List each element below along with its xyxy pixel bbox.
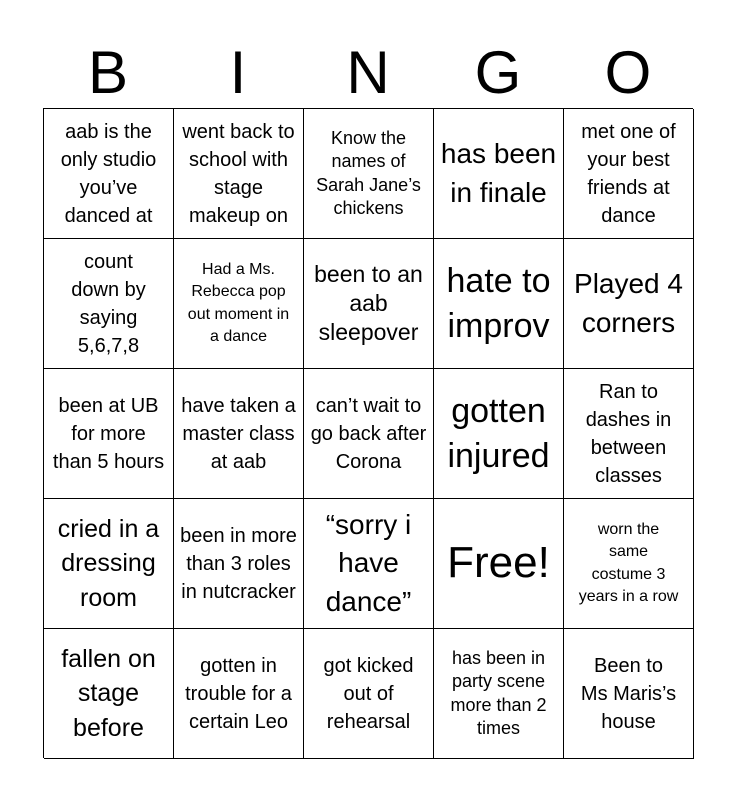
header-letter-o: O bbox=[604, 39, 652, 106]
header-letter-g: G bbox=[474, 39, 522, 106]
bingo-cell-5[interactable] bbox=[564, 109, 694, 239]
bingo-cell-text: worn the same costume 3 years in a row bbox=[578, 520, 679, 605]
bingo-cell-text: Know the names of Sarah Jane’s chickens bbox=[316, 127, 421, 218]
bingo-cell-25[interactable] bbox=[564, 629, 694, 759]
bingo-header bbox=[43, 38, 693, 108]
bingo-cell-text: gotten in trouble for a certain Leo bbox=[185, 654, 292, 733]
bingo-cell-text: have taken a master class at aab bbox=[181, 394, 296, 473]
bingo-cell-text: Played 4 corners bbox=[574, 267, 683, 338]
bingo-cell-text: count down by saying 5,6,7,8 bbox=[71, 250, 146, 357]
bingo-cell-14[interactable] bbox=[434, 369, 564, 499]
bingo-cell-1[interactable] bbox=[44, 109, 174, 239]
bingo-cell-16[interactable] bbox=[44, 499, 174, 629]
bingo-cell-3[interactable] bbox=[304, 109, 434, 239]
bingo-cell-13[interactable] bbox=[304, 369, 434, 499]
bingo-cell-18[interactable] bbox=[304, 499, 434, 629]
bingo-cell-text: has been in party scene more than 2 times bbox=[450, 647, 547, 738]
bingo-cell-10[interactable] bbox=[564, 239, 694, 369]
bingo-cell-11[interactable] bbox=[44, 369, 174, 499]
bingo-cell-text: “sorry i have dance” bbox=[325, 508, 412, 617]
bingo-cell-12[interactable] bbox=[174, 369, 304, 499]
bingo-cell-text: went back to school with stage makeup on bbox=[182, 120, 295, 227]
bingo-cell-text: aab is the only studio you’ve danced at bbox=[60, 120, 157, 227]
bingo-cell-text: met one of your best friends at dance bbox=[581, 120, 676, 227]
bingo-cell-15[interactable] bbox=[564, 369, 694, 499]
bingo-cell-21[interactable] bbox=[44, 629, 174, 759]
bingo-board bbox=[43, 108, 693, 758]
bingo-cell-text: fallen on stage before bbox=[61, 644, 156, 742]
bingo-cell-text: gotten injured bbox=[447, 392, 550, 475]
bingo-cell-text: been at UB for more than 5 hours bbox=[52, 394, 165, 473]
bingo-cell-text: been in more than 3 roles in nutcracker bbox=[180, 524, 297, 603]
bingo-cell-7[interactable] bbox=[174, 239, 304, 369]
bingo-cell-6[interactable] bbox=[44, 239, 174, 369]
bingo-cell-text: Ran to dashes in between classes bbox=[585, 380, 672, 487]
bingo-cell-text: hate to improv bbox=[446, 262, 551, 345]
bingo-cell-9[interactable] bbox=[434, 239, 564, 369]
free-space-label: Free! bbox=[447, 538, 550, 588]
bingo-cell-24[interactable] bbox=[434, 629, 564, 759]
bingo-cell-text: got kicked out of rehearsal bbox=[323, 654, 414, 733]
bingo-cell-text: cried in a dressing room bbox=[57, 514, 160, 612]
bingo-cell-17[interactable] bbox=[174, 499, 304, 629]
bingo-cell-text: has been in finale bbox=[440, 137, 557, 208]
bingo-cell-text: Been to Ms Maris’s house bbox=[580, 654, 677, 733]
bingo-cell-text: been to an aab sleepover bbox=[314, 261, 423, 345]
bingo-cell-22[interactable] bbox=[174, 629, 304, 759]
bingo-cell-text: Had a Ms. Rebecca pop out moment in a dance bbox=[187, 260, 290, 345]
header-letter-i: I bbox=[229, 39, 247, 106]
bingo-cell-8[interactable] bbox=[304, 239, 434, 369]
header-letter-b: B bbox=[87, 39, 129, 106]
bingo-cell-20[interactable] bbox=[564, 499, 694, 629]
bingo-cell-2[interactable] bbox=[174, 109, 304, 239]
bingo-cell-23[interactable] bbox=[304, 629, 434, 759]
bingo-cell-text: can’t wait to go back after Corona bbox=[310, 394, 427, 473]
bingo-cell-free[interactable] bbox=[434, 499, 564, 629]
header-letter-n: N bbox=[346, 39, 390, 106]
bingo-cell-4[interactable] bbox=[434, 109, 564, 239]
